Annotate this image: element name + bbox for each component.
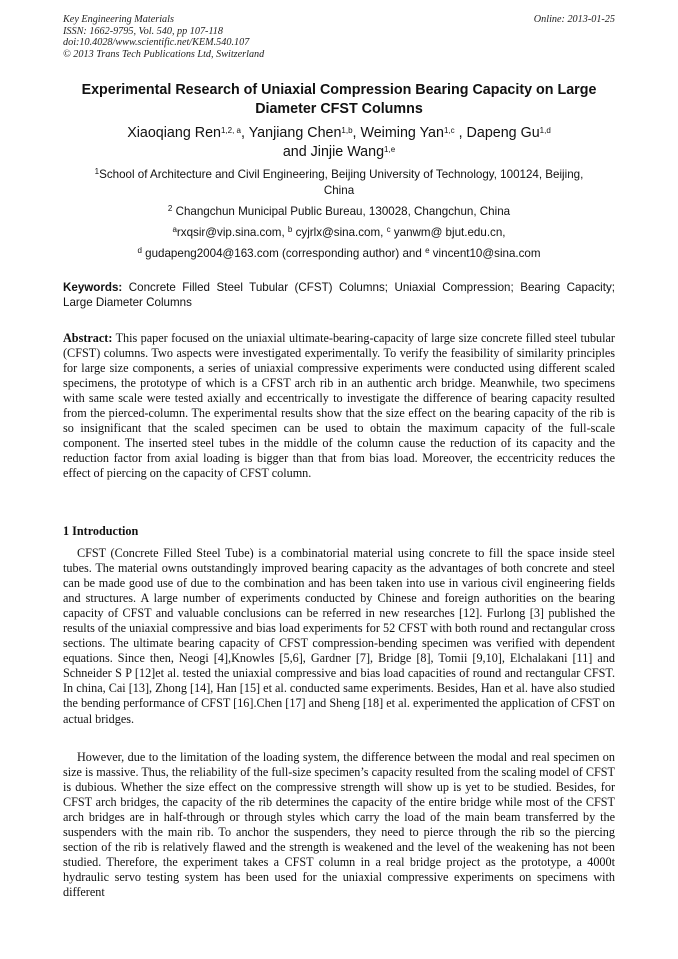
online-date: Online: 2013-01-25 bbox=[533, 14, 615, 25]
email-line-1 bbox=[80, 225, 598, 241]
affil-text: Changchun Municipal Public Bureau, 130028, Changchun, China bbox=[175, 205, 511, 218]
email-mark: a bbox=[172, 225, 177, 234]
affil-text: School of Architecture and Civil Engineering, Beijing University of Technology, 100124, Beijing, China bbox=[99, 168, 584, 197]
author-name: Xiaoqiang Ren bbox=[127, 125, 221, 141]
paper-title: Experimental Research of Uniaxial Compression Bearing Capacity on Large Diameter CFST Columns bbox=[81, 82, 597, 117]
journal-header bbox=[63, 14, 615, 60]
body-paragraph-1: CFST (Concrete Filled Steel Tube) is a combinatorial material using concrete to fill the space inside steel tubes. The material owns outstandingly improved bearing capacity as the advantages of both concrete and steel can be made good use of due to the combination and has been taken into use in various civil engineering fields and structures. A large number of experiments conducted by Chinese and foreign authorities on the bearing capacity of CFST and valuable conclusions can be referred in new researches [12]. Furlong [3] published the results of the uniaxial compressive and bias load experiments for 52 CFST with both round and rectangular cross sections. The ultimate bearing capacity of CFST compression-bending specimen was verified with dependent equations. Since then, Neogi [4],Knowles [5,6], Gardner [7], Bridge [8], Tomii [9,10], Elchalakani [11] and Schneider S P [12]et al. tested the uniaxial compressive and bias load capacities of round and rectangular CFST. In china, Cai [13], Zhong [14], Han [15] et al. conducted same experiments. Besides, Han et al. have also studied the bending performance of CFST [16].Chen [17] and Sheng [18] et al. experimented the application of CFST on actual bridges. bbox=[63, 546, 615, 726]
author-list: Xiaoqiang Ren$^{1,2, a}$, Yanjiang Chen$^{1,b}$, Weiming Yan$^{1,c}$ , Dapeng Gu$^{1,d}$ and Jinjie Wang$^{1,e}$ bbox=[127, 125, 551, 160]
author-affil-mark: 1,b bbox=[341, 126, 353, 135]
copyright-line: © 2013 Trans Tech Publications Ltd, Switzerland bbox=[63, 48, 265, 60]
journal-name: Key Engineering Materials bbox=[63, 14, 174, 25]
email-mark: e bbox=[425, 246, 430, 255]
email-a: rxqsir@vip.sina.com, bbox=[176, 226, 288, 239]
affiliation-2 bbox=[80, 204, 598, 220]
author-affil-mark: 1,2, a bbox=[220, 126, 241, 135]
email-d: gudapeng2004@163.com (corresponding author) and bbox=[145, 247, 426, 260]
author-name: and Jinjie Wang bbox=[282, 144, 385, 160]
author-name: Weiming Yan bbox=[360, 125, 444, 141]
email-mark: d bbox=[137, 246, 142, 255]
email-b: cyjrlx@sina.com, bbox=[295, 226, 387, 239]
abstract-text: This paper focused on the uniaxial ultimate-bearing-capacity of large size concrete filled steel tubular (CFST) columns. Two aspects were investigated experimentally. To verify the feasibility of similarity principles for large size components, a series of uniaxial compressive experiments were conducted using different scaled specimens, the prototype of which is a CFST arch rib in an authentic arch bridge. Meanwhile, two specimens with same scale were tested axially and eccentrically to investigate the difference of bearing capacity resulted from the pierced-column. The experimental results show that the size effect on the bearing capacity of the rib is so insignificant that the scaled specimen can be used to obtain the maximum capacity of the full-scale component. The inserted steel tubes in the middle of the column cause the reduction of its capacity and the reduction factor from axial loading is bigger than that from bias load. Moreover, the eccentricity reduces the effect of piercing on the capacity of CFST column. bbox=[63, 331, 615, 481]
issn-line: ISSN: 1662-9795, Vol. 540, pp 107-118 bbox=[63, 25, 223, 37]
author-affil-mark: 1,e bbox=[384, 145, 396, 154]
keywords-text: Concrete Filled Steel Tubular (CFST) Columns; Uniaxial Compression; Bearing Capacity; Large Diameter Columns bbox=[63, 281, 615, 310]
body-paragraph-2: However, due to the limitation of the loading system, the difference between the modal and real specimen on size is massive. Thus, the reliability of the full-size specimen’s capacity resulted from the scaling model of CFST is dubious. Whether the size effect on the compressive strength will show up is yet to be studied. Besides, for CFST arch bridges, the capacity of the rib determines the capacity of the entire bridge while most of the CFST arch bridges are in half-through or through styles which carry the load of the main beam transferred by the suspenders with the main rib. To anchor the suspenders, they need to pierce through the rib so the piercing section of the rib is relatively flawed and the strength is weakened and the level of the weakening has not been studied. Therefore, the experiment takes a CFST column in a real bridge project as the prototype, a 4000t hydraulic servo testing system has been used for the uniaxial compressive experiments on specimens with different bbox=[63, 750, 615, 900]
author-affil-mark: 1,c bbox=[443, 126, 455, 135]
section-heading: 1 Introduction bbox=[63, 524, 139, 538]
email-mark: b bbox=[287, 225, 293, 234]
author-affil-mark: 1,d bbox=[539, 126, 551, 135]
affil-mark: 1 bbox=[94, 167, 100, 176]
affiliation-1 bbox=[80, 167, 598, 198]
keywords-block bbox=[63, 280, 615, 311]
author-name: Yanjiang Chen bbox=[248, 125, 342, 141]
email-e: vincent10@sina.com bbox=[432, 247, 541, 260]
email-line-2 bbox=[80, 246, 598, 262]
doi-line: doi:10.4028/www.scientific.net/KEM.540.107 bbox=[63, 37, 250, 49]
affil-mark: 2 bbox=[167, 204, 173, 213]
author-name: Dapeng Gu bbox=[466, 125, 540, 141]
abstract-block bbox=[63, 331, 615, 481]
email-c: yanwm@ bjut.edu.cn, bbox=[393, 226, 506, 239]
abstract-label: Abstract: bbox=[63, 331, 113, 345]
keywords-label: Keywords: bbox=[63, 281, 123, 294]
email-mark: c bbox=[386, 225, 391, 234]
